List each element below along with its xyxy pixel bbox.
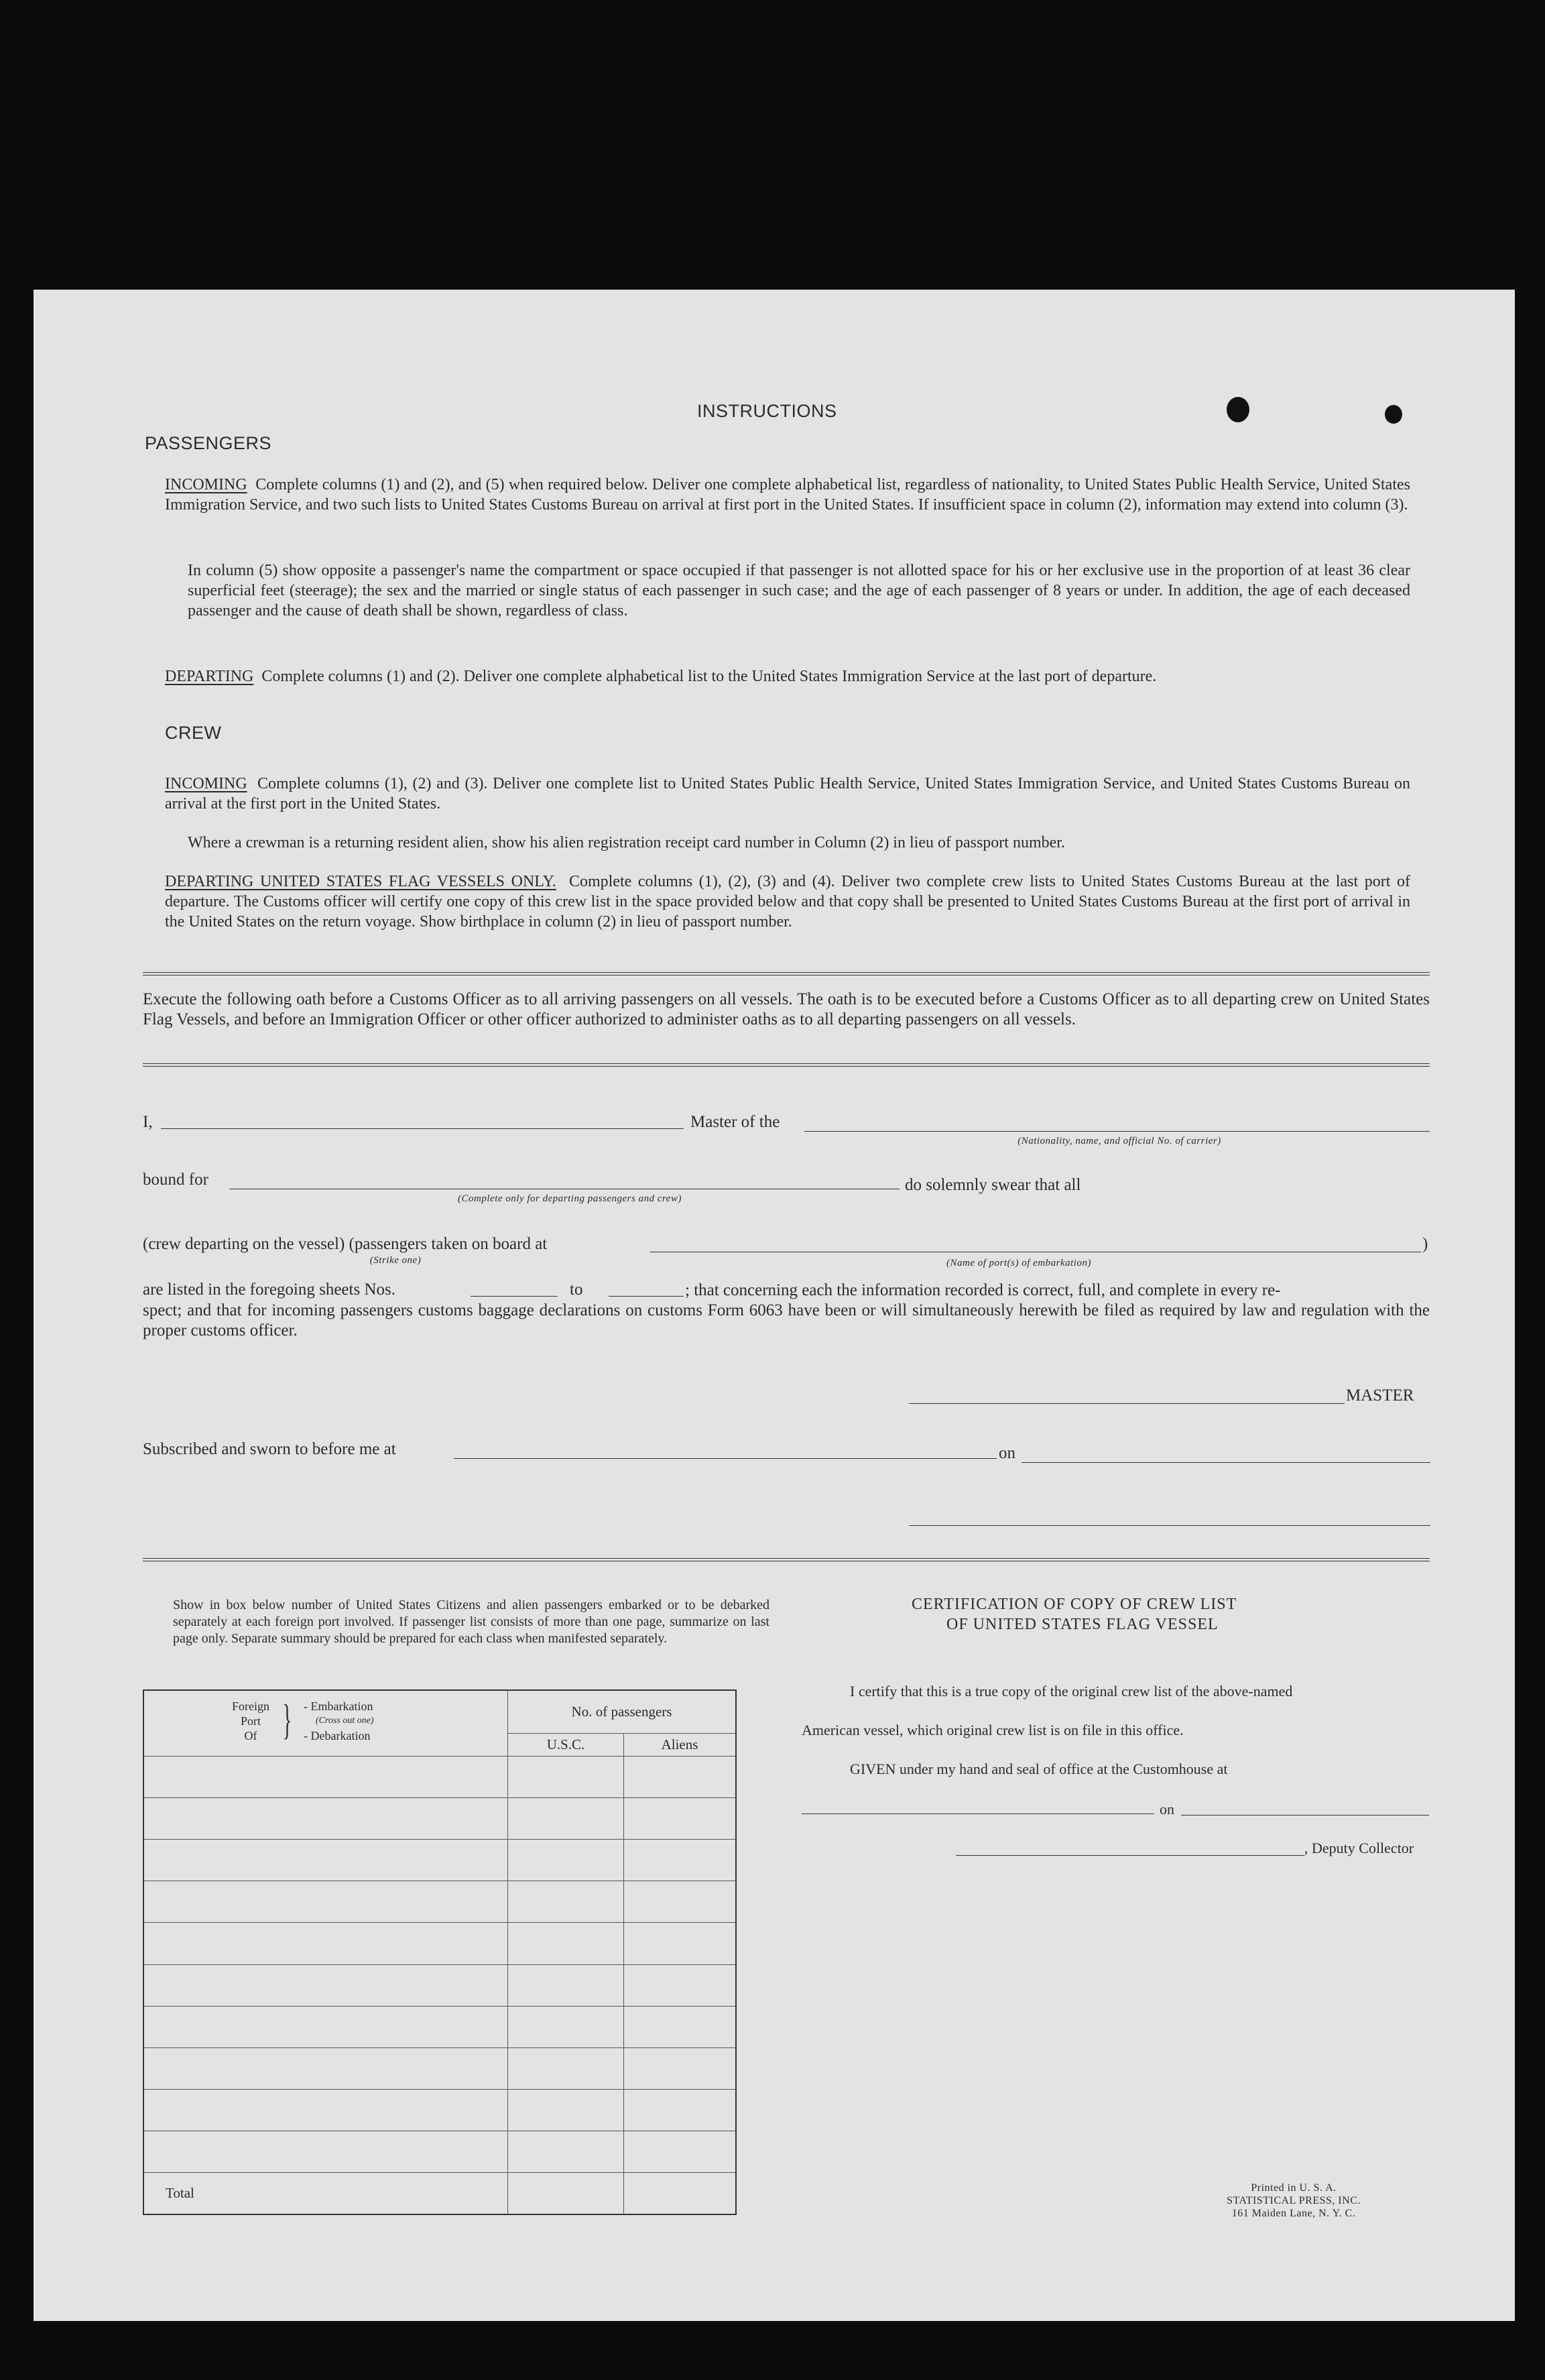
oath-master-of: Master of the bbox=[690, 1113, 780, 1131]
oath-crew-departing: (crew departing on the vessel) (passengers taken on board at bbox=[143, 1235, 548, 1253]
port-cell[interactable] bbox=[143, 2047, 508, 2089]
sworn-on-field[interactable] bbox=[1022, 1462, 1430, 1463]
oath-i: I, bbox=[143, 1113, 153, 1131]
printer-line-1: Printed in U. S. A. bbox=[1251, 2182, 1337, 2194]
column5-text: In column (5) show opposite a passenger's name the compartment or space occupied if that passenger is not allotted space for his or her exclusive use in the proportion of at least 36 clear superficial feet (steerage); the sex and the married or single status of each passenger in such case; and the age of each passenger of 8 years or under. In addition, the age of each deceased passenger and the cause of death shall be shown, regardless of class. bbox=[188, 562, 1410, 619]
passengers-departing bbox=[165, 666, 1410, 687]
port-cell[interactable] bbox=[143, 2089, 508, 2131]
usc-cell[interactable] bbox=[508, 2006, 624, 2047]
usc-total-cell[interactable] bbox=[508, 2173, 624, 2214]
usc-cell[interactable] bbox=[508, 2131, 624, 2173]
aliens-cell[interactable] bbox=[624, 2006, 737, 2047]
departing-label: DEPARTING bbox=[165, 668, 254, 685]
summary-instruction: Show in box below number of United States Citizens and alien passengers embarked or to be debarked separately at each foreign port involved. If passenger list consists of more than one page, summarize on last page only. Separate summary should be prepared for each class when manifested separately. bbox=[173, 1598, 769, 1646]
passengers-incoming bbox=[165, 475, 1410, 515]
passenger-summary-table bbox=[143, 1689, 737, 2215]
total-cell bbox=[143, 2173, 508, 2214]
oath-listed-rest: spect; and that for incoming passengers customs baggage declarations on customs Form 6063 have been or will simultaneously herewith be filed as required by law and regulation with the proper customs officer. bbox=[143, 1301, 1430, 1340]
port-cell[interactable] bbox=[143, 1840, 508, 1881]
ink-spot bbox=[1385, 405, 1402, 424]
port-cell[interactable] bbox=[143, 2006, 508, 2047]
departing-text: Complete columns (1) and (2). Deliver one complete alphabetical list to the United States Immigration Service at the last port of departure. bbox=[261, 668, 1157, 685]
divider bbox=[143, 972, 1430, 975]
crew-incoming-label: INCOMING bbox=[165, 775, 247, 792]
master-label: MASTER bbox=[1346, 1386, 1414, 1405]
deputy-signature-field[interactable] bbox=[956, 1854, 1304, 1856]
printer-line-2: STATISTICAL PRESS, INC. bbox=[1227, 2195, 1361, 2206]
foreign-label: Foreign bbox=[232, 1700, 269, 1713]
printer-line-3: 161 Maiden Lane, N. Y. C. bbox=[1231, 2208, 1356, 2219]
deputy-collector-label: , Deputy Collector bbox=[1304, 1840, 1414, 1856]
oath-listed-a: are listed in the foregoing sheets Nos. bbox=[143, 1281, 395, 1299]
divider bbox=[143, 1558, 1430, 1561]
port-cell[interactable] bbox=[143, 2131, 508, 2173]
incoming-label: INCOMING bbox=[165, 476, 247, 493]
debarkation-label: - Debarkation bbox=[304, 1729, 371, 1742]
port-cell[interactable] bbox=[143, 1756, 508, 1797]
subscribed-label: Subscribed and sworn to before me at bbox=[143, 1440, 396, 1458]
close-paren: ) bbox=[1422, 1235, 1428, 1253]
usc-cell[interactable] bbox=[508, 1881, 624, 1923]
crew-heading: CREW bbox=[165, 723, 222, 743]
page-title: INSTRUCTIONS bbox=[697, 401, 837, 421]
ink-spot bbox=[1227, 397, 1249, 422]
aliens-cell[interactable] bbox=[624, 1756, 737, 1797]
bound-caption: (Complete only for departing passengers and crew) bbox=[458, 1193, 682, 1204]
total-label: Total bbox=[166, 2185, 194, 2202]
aliens-header: Aliens bbox=[624, 1733, 737, 1756]
port-cell[interactable] bbox=[143, 1797, 508, 1839]
usc-cell[interactable] bbox=[508, 2089, 624, 2131]
ports-caption: (Name of port(s) of embarkation) bbox=[946, 1258, 1091, 1268]
certification-date-field[interactable] bbox=[1181, 1814, 1429, 1816]
aliens-cell[interactable] bbox=[624, 1923, 737, 1964]
alien-text: Where a crewman is a returning resident alien, show his alien registration receipt card number in Column (2) in lieu of passport number. bbox=[188, 834, 1065, 851]
cross-out-caption: (Cross out one) bbox=[316, 1716, 374, 1726]
port-header-cell bbox=[143, 1690, 508, 1756]
crew-incoming-text: Complete columns (1), (2) and (3). Deliver one complete list to United States Public Health Service, United States Immigration Service, and United States Customs Bureau on arrival at the first port in the United States. bbox=[165, 775, 1411, 813]
oath-bound-for: bound for bbox=[143, 1171, 208, 1189]
master-signature-field[interactable] bbox=[909, 1403, 1345, 1404]
of-label: Of bbox=[244, 1729, 257, 1742]
usc-cell[interactable] bbox=[508, 1797, 624, 1839]
oath-instruction: Execute the following oath before a Customs Officer as to all arriving passengers on all vessels. The oath is to be executed before a Customs Officer as to all departing crew on United States Flag Vessels, and before an Immigration Officer or other officer authorized to administer oaths as to all departing passengers on all vessels. bbox=[143, 990, 1430, 1028]
passengers-column5 bbox=[188, 560, 1410, 621]
oath-to: to bbox=[570, 1281, 583, 1299]
sworn-at-field[interactable] bbox=[454, 1457, 997, 1459]
aliens-total-cell[interactable] bbox=[624, 2173, 737, 2214]
aliens-cell[interactable] bbox=[624, 1964, 737, 2006]
carrier-field[interactable] bbox=[804, 1130, 1430, 1132]
embarkation-label: - Embarkation bbox=[304, 1700, 373, 1713]
bound-for-field[interactable] bbox=[229, 1188, 900, 1189]
aliens-cell[interactable] bbox=[624, 2047, 737, 2089]
certification-line-1: I certify that this is a true copy of the original crew list of the above-named bbox=[850, 1683, 1293, 1700]
usc-header: U.S.C. bbox=[508, 1733, 624, 1756]
form-page bbox=[34, 290, 1515, 2321]
customhouse-field[interactable] bbox=[802, 1813, 1154, 1814]
sheet-from-field[interactable] bbox=[471, 1295, 558, 1297]
usc-cell[interactable] bbox=[508, 2047, 624, 2089]
aliens-cell[interactable] bbox=[624, 2131, 737, 2173]
aliens-cell[interactable] bbox=[624, 1881, 737, 1923]
usc-cell[interactable] bbox=[508, 1964, 624, 2006]
usc-cell[interactable] bbox=[508, 1923, 624, 1964]
certification-on-visible: on bbox=[1160, 1801, 1174, 1818]
certification-title-1: CERTIFICATION OF COPY OF CREW LIST bbox=[912, 1596, 1237, 1613]
crew-alien-note bbox=[188, 833, 1410, 853]
usc-cell[interactable] bbox=[508, 1756, 624, 1797]
crew-incoming bbox=[165, 774, 1410, 814]
certification-line-3: GIVEN under my hand and seal of office at the Customhouse at bbox=[850, 1761, 1228, 1777]
printer-imprint bbox=[1193, 2182, 1394, 2220]
port-cell[interactable] bbox=[143, 1923, 508, 1964]
aliens-cell[interactable] bbox=[624, 1797, 737, 1839]
aliens-cell[interactable] bbox=[624, 1840, 737, 1881]
crew-departing-text: Complete columns (1), (2), (3) and (4). Deliver two complete crew lists to United States Customs Bureau at the last port of departure. The Customs officer will certify one copy of this crew list in the space provided below and that copy shall be presented to United States Customs Bureau at the first port of arrival in the United States on the return voyage. Show birthplace in column (2) in lieu of passport number. bbox=[165, 873, 1410, 931]
crew-departing bbox=[165, 872, 1410, 932]
sheet-to-field[interactable] bbox=[609, 1295, 684, 1297]
embarkation-port-field[interactable] bbox=[650, 1251, 1421, 1252]
oath-listed-b: ; that concerning each the information recorded is correct, full, and complete in every re- bbox=[685, 1281, 1281, 1299]
divider bbox=[143, 1063, 1430, 1067]
passengers-heading: PASSENGERS bbox=[145, 433, 272, 453]
subscribed-on: on bbox=[999, 1444, 1015, 1462]
certification-line-2: American vessel, which original crew list is on file in this office. bbox=[802, 1722, 1184, 1738]
carrier-caption: (Nationality, name, and official No. of carrier) bbox=[1017, 1136, 1221, 1146]
port-cell[interactable] bbox=[143, 1881, 508, 1923]
officer-signature-field[interactable] bbox=[909, 1525, 1430, 1526]
port-cell[interactable] bbox=[143, 1964, 508, 2006]
port-label: Port bbox=[240, 1714, 261, 1728]
no-passengers-header: No. of passengers bbox=[508, 1690, 737, 1733]
certification-title-2: OF UNITED STATES FLAG VESSEL bbox=[946, 1616, 1219, 1633]
brace: } bbox=[282, 1695, 292, 1743]
incoming-text: Complete columns (1) and (2), and (5) when required below. Deliver one complete alphabetical list, regardless of nationality, to United States Public Health Service, United States Immigration Service, and two such lists to United States Customs Bureau on arrival at first port in the United States. If insufficient space in column (2), information may extend into column (3). bbox=[165, 476, 1410, 514]
usc-cell[interactable] bbox=[508, 1840, 624, 1881]
crew-departing-label: DEPARTING UNITED STATES FLAG VESSELS ONLY. bbox=[165, 873, 556, 890]
strike-caption: (Strike one) bbox=[369, 1255, 422, 1266]
oath-swear: do solemnly swear that all bbox=[905, 1176, 1081, 1194]
aliens-cell[interactable] bbox=[624, 2089, 737, 2131]
master-name-field[interactable] bbox=[161, 1128, 684, 1129]
